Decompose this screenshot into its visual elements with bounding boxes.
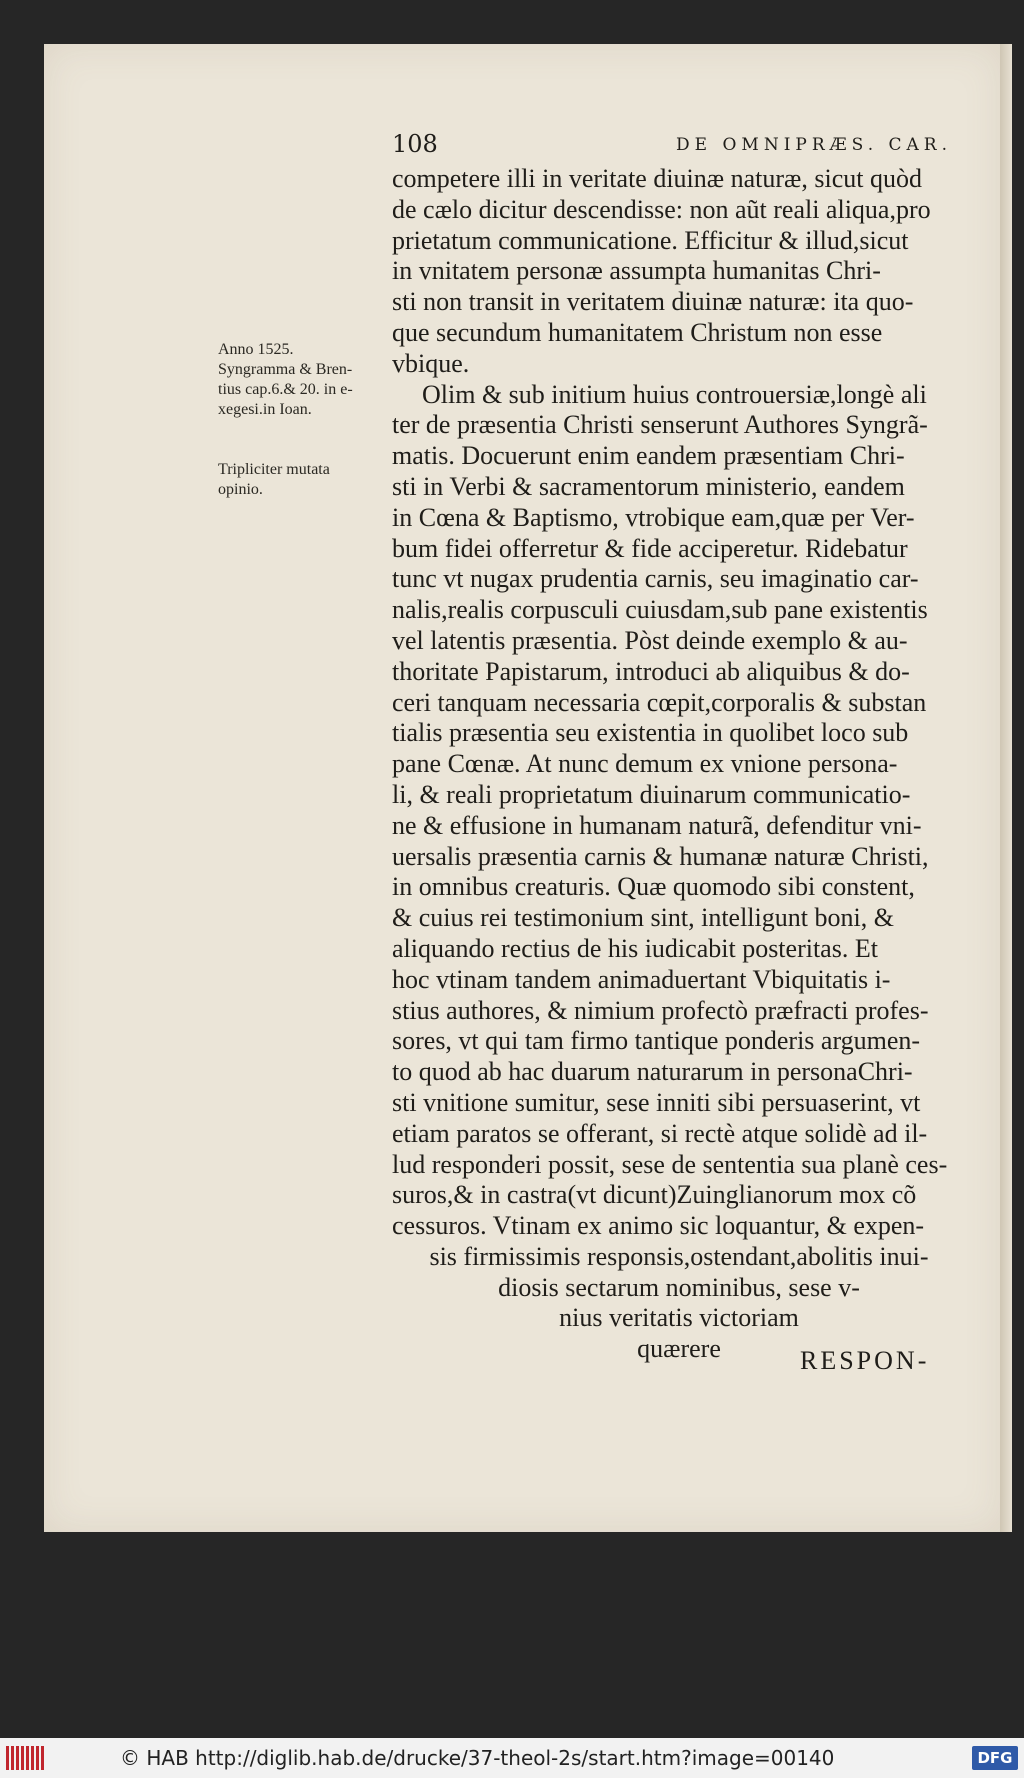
text-line: Olim & sub initium huius controuersiæ,longè ali xyxy=(422,379,927,409)
text-line: lud responderi possit, sese de sententia sua planè ces- xyxy=(392,1149,948,1179)
text-line: in Cœna & Baptismo, vtrobique eam,quæ per Ver- xyxy=(392,502,915,532)
text-line: diosis sectarum nominibus, sese v- xyxy=(498,1272,860,1302)
text-line: pane Cœnæ. At nunc demum ex vnione persona- xyxy=(392,749,898,779)
catchword: RESPON- xyxy=(800,1346,930,1375)
text-line: hoc vtinam tandem animaduertant Vbiquitatis i- xyxy=(392,964,891,994)
text-line: sti non transit in veritatem diuinæ naturæ: ita quo- xyxy=(392,287,914,317)
text-line: in omnibus creaturis. Quæ quomodo sibi constent, xyxy=(392,872,915,902)
text-line: ter de præsentia Christi senserunt Authores Syngrã- xyxy=(392,410,928,440)
text-line: cessuros. Vtinam ex animo sic loquantur, & expen- xyxy=(392,1211,925,1241)
text-line: que secundum humanitatem Christum non esse xyxy=(392,317,883,347)
text-line: vel latentis præsentia. Pòst deinde exemplo & au- xyxy=(392,625,908,655)
text-line: competere illi in veritate diuinæ naturæ, sicut quòd xyxy=(392,164,922,193)
running-head: DE OMNIPRÆS. CAR. xyxy=(676,135,952,155)
text-line: tialis præsentia seu existentia in quolibet loco sub xyxy=(392,718,909,748)
text-line: quærere xyxy=(637,1334,721,1364)
text-line: sti in Verbi & sacramentorum ministerio, eandem xyxy=(392,471,905,501)
text-line: thoritate Papistarum, introduci ab aliquibus & do- xyxy=(392,656,910,686)
text-line: sores, vt qui tam firmo tantique ponderis argumen- xyxy=(392,1026,921,1056)
text-line: etiam paratos se offerant, si rectè atque solidè ad il- xyxy=(392,1118,928,1148)
text-line: vbique. xyxy=(392,348,470,378)
marginal-line: opinio. xyxy=(218,481,263,498)
page-number: 108 xyxy=(392,130,438,158)
text-line: suros,& in castra(vt dicunt)Zuinglianorum mox cõ xyxy=(392,1180,917,1210)
text-line: sis firmissimis responsis,ostendant,abolitis inui- xyxy=(429,1241,929,1271)
library-logo-icon xyxy=(6,1746,46,1770)
marginal-line: Tripliciter mutata xyxy=(218,461,330,478)
text-line: bum fidei offerretur & fide acciperetur. Ridebatur xyxy=(392,533,908,563)
marginal-note-date xyxy=(218,340,386,420)
page-edge xyxy=(1000,44,1012,1532)
text-line: matis. Docuerunt enim eandem præsentiam Chri- xyxy=(392,441,905,471)
text-line: to quod ab hac duarum naturarum in personaChri- xyxy=(392,1057,913,1087)
page-header xyxy=(392,130,966,160)
marginal-note-opinion xyxy=(218,460,386,500)
text-line: tunc vt nugax prudentia carnis, seu imaginatio car- xyxy=(392,564,919,594)
text-line: ne & effusione in humanam naturã, defenditur vni- xyxy=(392,810,922,840)
dfg-logo: DFG xyxy=(972,1746,1018,1770)
text-line: uersalis præsentia carnis & humanæ naturæ Christi, xyxy=(392,841,929,871)
text-line: nalis,realis corpusculi cuiusdam,sub pane existentis xyxy=(392,595,928,625)
text-line: nius veritatis victoriam xyxy=(559,1303,799,1333)
marginal-line: tius cap.6.& 20. in e- xyxy=(218,381,353,398)
footer-attribution[interactable]: © HAB http://diglib.hab.de/drucke/37-theol-2s/start.htm?image=00140 xyxy=(120,1746,835,1770)
text-line: ceri tanquam necessaria cœpit,corporalis & substan xyxy=(392,687,927,717)
text-line: aliquando rectius de his iudicabit posteritas. Et xyxy=(392,933,878,963)
text-line: de cælo dicitur descendisse: non aũt reali aliqua,pro xyxy=(392,194,931,224)
marginal-line: Anno 1525. xyxy=(218,341,294,358)
body-text xyxy=(392,164,966,1365)
text-line: prietatum communicatione. Efficitur & illud,sicut xyxy=(392,225,909,255)
marginal-line: xegesi.in Ioan. xyxy=(218,401,312,418)
text-line: & cuius rei testimonium sint, intelligunt boni, & xyxy=(392,903,894,933)
marginal-line: Syngramma & Bren- xyxy=(218,361,353,378)
text-line: in vnitatem personæ assumpta humanitas Chri- xyxy=(392,256,881,286)
footer-bar xyxy=(0,1738,1024,1778)
text-line: stius authores, & nimium profectò præfracti profes- xyxy=(392,995,929,1025)
text-line: sti vnitione sumitur, sese inniti sibi persuaserint, vt xyxy=(392,1087,921,1117)
text-line: li, & reali proprietatum diuinarum communicatio- xyxy=(392,779,911,809)
